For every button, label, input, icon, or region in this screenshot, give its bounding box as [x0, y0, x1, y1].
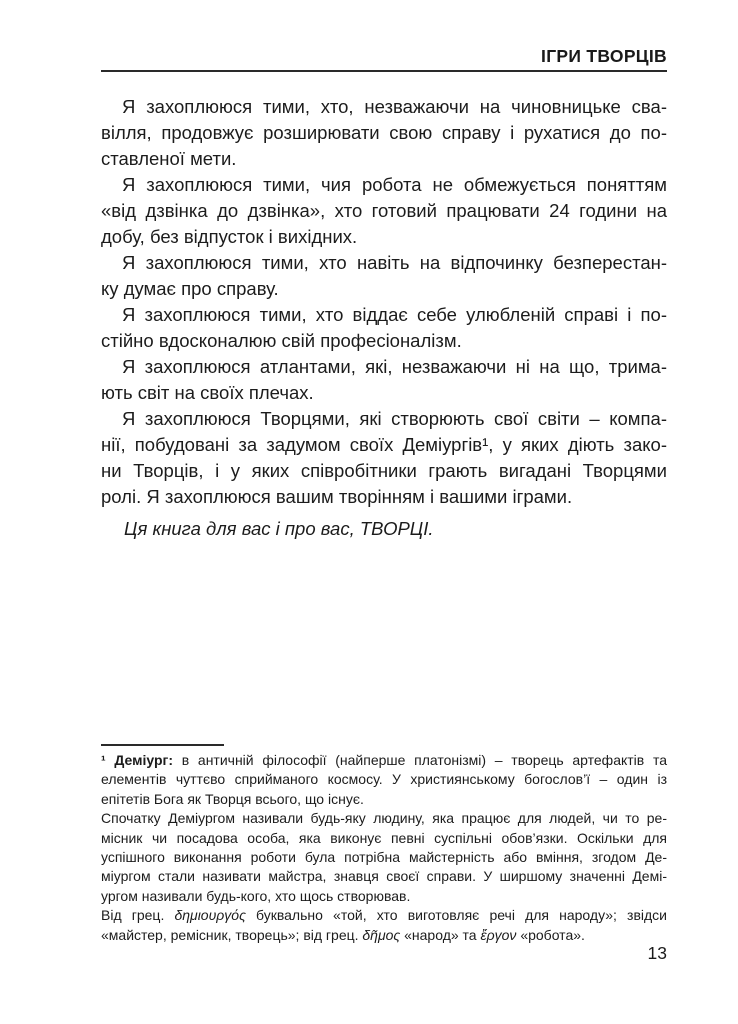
body-line: нії, побудовані за задумом своїх Деміургів¹, у яких діють зако- — [101, 434, 667, 455]
greek-term: δῆμος — [362, 926, 401, 943]
page-content — [101, 0, 667, 1024]
footnote-line — [101, 829, 667, 848]
footnote-text: Спочатку Деміургом називали будь-яку людину, яка працює для людей, чи то ре- — [101, 810, 667, 827]
footnote-block — [101, 751, 667, 945]
footnote-text: «майстер, ремісник, творець»; від грец. — [101, 926, 363, 943]
body-line: стійно вдосконалюю свій професіоналізм. — [101, 330, 462, 351]
footnote-line — [101, 906, 667, 925]
body-line: ють світ на своїх плечах. — [101, 382, 314, 403]
body-text — [101, 94, 667, 510]
footnote-line — [101, 848, 667, 867]
footnote-line — [101, 770, 667, 789]
body-line: Я захоплююся тими, хто, незважаючи на чиновницьке сва- — [122, 96, 667, 117]
body-line: Я захоплююся тими, хто навіть на відпочинку безперестан- — [122, 252, 667, 273]
footnote-line — [101, 926, 667, 945]
body-line: «від дзвінка до дзвінка», хто готовий працювати 24 години на — [101, 200, 667, 221]
greek-term: δημιουργός — [174, 907, 246, 924]
footnote-text: буквально «той, хто виготовляє речі для народу»; звідси — [245, 907, 667, 924]
footnote-text: ургом називали будь-кого, хто щось створював. — [101, 887, 411, 904]
body-line: ни Творців, і у яких співробітники грають вигадані Творцями — [101, 460, 667, 481]
dedication-line: Ця книга для вас і про вас, ТВОРЦІ. — [124, 518, 434, 539]
footnote-rule — [101, 744, 224, 746]
body-line: Я захоплююся тими, чия робота не обмежується поняттям — [122, 174, 667, 195]
body-line: Я захоплююся Творцями, які створюють свої світи – компа- — [122, 408, 667, 429]
footnote-marker: ¹ Деміург: — [101, 752, 174, 768]
body-line: ролі. Я захоплююся вашим творінням і вашими іграми. — [101, 486, 573, 507]
body-line: вілля, продовжує розширювати свою справу і рухатися до по- — [101, 122, 667, 143]
footnote-text: «робота». — [516, 926, 585, 943]
footnote-line — [101, 867, 667, 886]
body-line: ку думає про справу. — [101, 278, 279, 299]
page-number: 13 — [647, 943, 667, 963]
body-line: Я захоплююся атлантами, які, незважаючи ні на що, трима- — [122, 356, 667, 377]
header-rule — [101, 70, 667, 72]
footnote-text: міургом стали називати майстра, знавця своєї справи. У ширшому значенні Демі- — [101, 868, 667, 885]
footnote-text: «народ» та — [400, 926, 481, 943]
footnote-text: Від грец. — [101, 907, 175, 924]
footnote-text: місник чи посадова особа, яка виконує певні суспільні обов’язки. Оскільки для — [101, 829, 667, 846]
footnote-text: успішного виконання роботи була потрібна майстерність або вміння, згодом Де- — [101, 849, 667, 866]
footnote-line — [101, 887, 667, 906]
footnote-text: в античній філософії (найперше платонізмі) – творець артефактів та — [173, 752, 667, 768]
footnote-line — [101, 790, 667, 809]
footnote-text: епітетів Бога як Творця всього, що існує. — [101, 790, 364, 807]
running-head: ІГРИ ТВОРЦІВ — [541, 46, 667, 66]
body-line: ставленої мети. — [101, 148, 237, 169]
footnote-text: елементів чуттєво сприйманого космосу. У християнському богослов’ї – один із — [101, 771, 667, 788]
body-line: добу, без відпусток і вихідних. — [101, 226, 358, 247]
greek-term: ἔργον — [480, 926, 517, 943]
body-line: Я захоплююся тими, хто віддає себе улюбленій справі і по- — [122, 304, 667, 325]
footnote-line — [101, 751, 667, 770]
footnote-line — [101, 809, 667, 828]
